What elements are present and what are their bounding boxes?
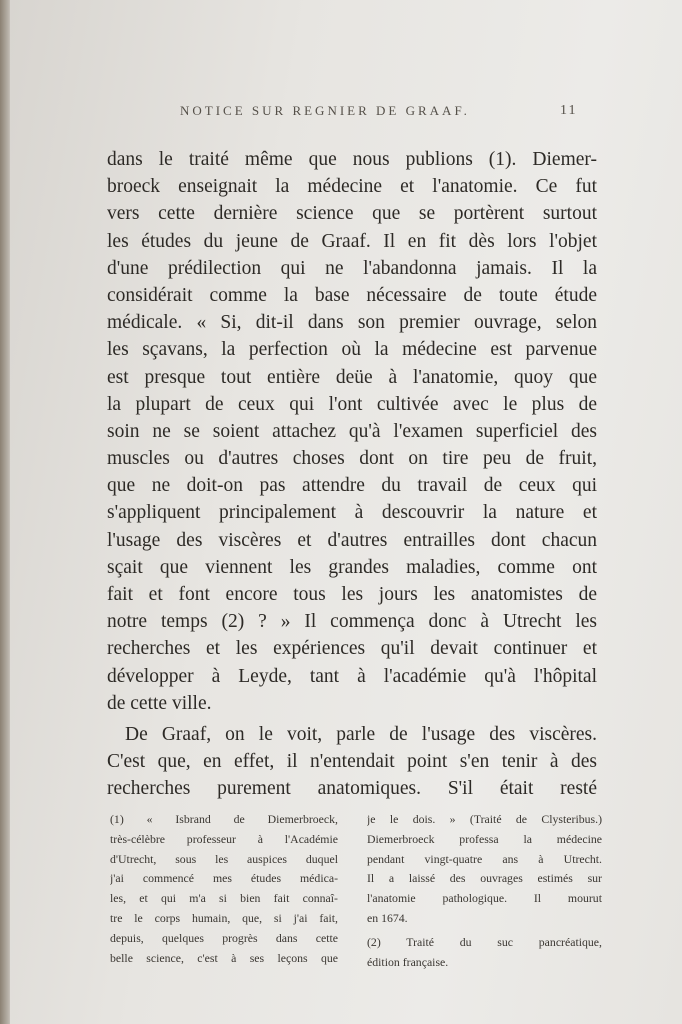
text-line: l'usage des viscères et d'autres entrailles dont chacun [107,529,597,551]
running-header: NOTICE SUR REGNIER DE GRAAF. [180,103,470,118]
text-line: de cette ville. [107,692,212,714]
text-line: fait et font encore tous les jours les anatomistes de [107,584,597,605]
footnote-line: (2) Traité du suc pancréatique, [367,934,602,949]
text-line: broeck enseignait la médecine et l'anatomie. Ce fut [107,176,597,198]
text-line: notre temps (2) ? » Il commença donc à Utrecht les [107,611,597,633]
text-line: s'appliquent principalement à descouvrir la nature et [107,502,597,524]
text-line: d'une prédilection qui ne l'abandonna jamais. Il la [107,257,597,279]
text-line: dans le traité même que nous publions (1). Diemer- [107,149,597,170]
footnote-line: belle science, c'est à ses leçons que [110,950,338,965]
text-line: recherches et les expériences qu'il devait continuer et [107,638,597,660]
text-line: recherches purement anatomiques. S'il était resté [107,778,597,800]
text-line: muscles ou d'autres choses dont on tire peu de fruit, [107,448,597,470]
text-line: De Graaf, on le voit, parle de l'usage des viscères. [125,723,597,745]
main-text [107,146,597,803]
text-line: développer à Leyde, tant à l'académie qu'à l'hôpital [107,665,597,687]
text-line: les sçavans, la perfection où la médecine est parvenue [107,339,597,361]
footnote-column-right [367,810,602,972]
text-line: considérait comme la base nécessaire de toute étude [107,284,597,306]
footnote-line: je le dois. » (Traité de Clysteribus.) [367,812,602,826]
footnote-line: j'ai commencé mes études médica- [110,871,338,886]
text-line: médicale. « Si, dit-il dans son premier ouvrage, selon [107,312,597,334]
text-line: les études du jeune de Graaf. Il en fit dès lors l'objet [107,230,597,252]
footnote-line: très-célèbre professeur à l'Académie [110,831,338,846]
text-line: que ne doit-on pas attendre du travail de ceux qui [107,475,597,497]
footnote-line: d'Utrecht, sous les auspices duquel [110,851,338,866]
footnote-line: depuis, quelques progrès dans cette [110,930,338,945]
footnote-line: en 1674. [367,910,408,925]
footnote-line: l'anatomie pathologique. Il mourut [367,891,602,906]
text-line: C'est que, en effet, il n'entendait point s'en tenir à des [107,751,597,773]
footnote-line: tre le corps humain, que, si j'ai fait, [110,910,338,925]
footnote-line: Diemerbroeck professa la médecine [367,831,602,846]
footnote-column-left [110,810,338,968]
footnote-line: pendant vingt-quatre ans à Utrecht. [367,851,602,866]
footnote-line: les, et qui m'a si bien fait connaî- [110,891,338,906]
book-page [10,0,682,1024]
text-line: est presque tout entière deüe à l'anatomie, quoy que [107,366,597,388]
footnote-line: Il a laissé des ouvrages estimés sur [367,871,602,886]
page-number: 11 [560,103,578,118]
text-line: vers cette dernière science que se portèrent surtout [107,203,597,225]
text-line: soin ne se soient attachez qu'à l'examen superficiel des [107,420,597,442]
footnote-line: (1) « Isbrand de Diemerbroeck, [110,812,338,826]
footnote-line: édition française. [367,954,449,969]
text-line: la plupart de ceux qui l'ont cultivée avec le plus de [107,393,597,415]
text-line: sçait que viennent les grandes maladies, comme ont [107,556,597,578]
